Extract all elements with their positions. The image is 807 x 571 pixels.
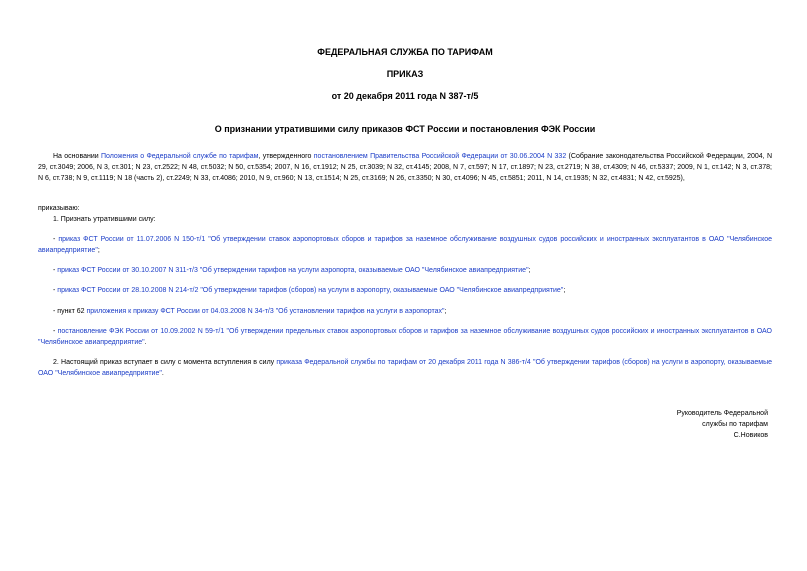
- list-item-link[interactable]: приказ ФСТ России от 30.10.2007 N 311-т/3 "Об утверждении тарифов на услуги аэропорта, оказываемые ОАО "Челябинское авиапредприятие": [57, 267, 529, 274]
- list-item-prefix: -: [53, 287, 58, 294]
- signature-title-line1: Руководитель Федеральной: [676, 410, 768, 417]
- basis-paragraph: [38, 151, 772, 184]
- list-item-prefix: -: [53, 267, 58, 274]
- list-item-suffix: ;: [97, 247, 100, 254]
- basis-rest: (Собрание законодательства Российской Федерации, 2004, N 29, ст.3049; 2006, N 3, ст.301; N 23, ст.2522; N 48, ст.5032; N 50, ст.5354; 2007, N 16, ст.1912; N 25, ст.3039; N 32, ст.4145; 2008, N 7, ст.597; N 17, ст.1897; N 23, ст.2719; N 38, ст.4309; N 46, ст.5337; 2009, N 1, ст.142; N 3, ст.378; N 6, ст.738; N 9, ст.1119; N 18 (часть 2), ст.2249; N 33, ст.4086; 2010, N 9, ст.960; N 13, ст.1514; N 25, ст.3169; N 26, ст.3350; N 30, ст.4096; N 45, ст.5851; 2011, N 14, ст.1935; N 32, ст.4831; N 42, ст.5925),: [38, 153, 773, 182]
- list-item: [38, 265, 772, 276]
- signature-title-line2: службы по тарифам: [702, 421, 768, 428]
- basis-prefix: На основании: [53, 153, 101, 160]
- list-item: [38, 306, 772, 317]
- list-item-suffix: ;: [528, 267, 531, 274]
- list-item-link[interactable]: приказ ФСТ России от 28.10.2008 N 214-т/2 "Об утверждении тарифов (сборов) на услуги в аэропорту, оказываемые ОАО "Челябинское авиапредприятие": [57, 287, 564, 294]
- item-2-suffix: .: [161, 370, 164, 377]
- item-1: 1. Признать утратившими силу:: [53, 216, 156, 223]
- list-item: [38, 234, 772, 256]
- document-page: [38, 0, 772, 571]
- list-item-link[interactable]: постановление ФЭК России от 10.09.2002 N 59-т/1 "Об утверждении предельных ставок аэропортовых сборов и тарифов за наземное обслуживание воздушных судов российских и иностранных эксплуатантов в ОАО "Челябинское авиапредприятие": [38, 328, 772, 346]
- item-2: [38, 357, 772, 379]
- date-number-heading: от 20 декабря 2011 года N 387-т/5: [331, 91, 479, 101]
- list-item-suffix: ;: [563, 287, 566, 294]
- signature-name: С.Новиков: [733, 432, 768, 439]
- subject-heading: О признании утратившими силу приказов ФСТ России и постановления ФЭК России: [214, 124, 596, 134]
- list-item: [38, 285, 772, 296]
- basis-mid: , утвержденного: [258, 153, 314, 160]
- list-item-prefix: - пункт 62: [53, 308, 87, 315]
- list-item-prefix: -: [53, 236, 59, 243]
- item-2-link[interactable]: приказа Федеральной службы по тарифам от 20 декабря 2011 года N 386-т/4 "Об утверждении тарифов (сборов) на услуги в аэропорту, оказываемые ОАО "Челябинское авиапредприятие": [38, 359, 772, 377]
- basis-link-regulation[interactable]: Положения о Федеральной службе по тарифам: [101, 153, 259, 160]
- doc-type-heading: ПРИКАЗ: [386, 69, 424, 79]
- list-item-prefix: -: [53, 328, 58, 335]
- basis-link-decree[interactable]: постановлением Правительства Российской Федерации от 30.06.2004 N 332: [313, 153, 567, 160]
- list-item-link[interactable]: приложения к приказу ФСТ России от 04.03.2008 N 34-т/3 "Об установлении тарифов на услуги в аэропортах": [86, 308, 445, 315]
- agency-heading: ФЕДЕРАЛЬНАЯ СЛУЖБА ПО ТАРИФАМ: [317, 47, 493, 57]
- list-item-suffix: .: [144, 339, 147, 346]
- list-item-link[interactable]: приказ ФСТ России от 11.07.2006 N 150-т/1 "Об утверждении ставок аэропортовых сборов и тарифов за наземное обслуживание воздушных судов российских и иностранных эксплуатантов в ОАО "Челябинское авиапредприятие": [38, 236, 772, 254]
- list-item: [38, 326, 772, 348]
- item-2-prefix: 2. Настоящий приказ вступает в силу с момента вступления в силу: [53, 359, 277, 366]
- list-item-suffix: ;: [444, 308, 447, 315]
- order-word: приказываю:: [38, 205, 80, 212]
